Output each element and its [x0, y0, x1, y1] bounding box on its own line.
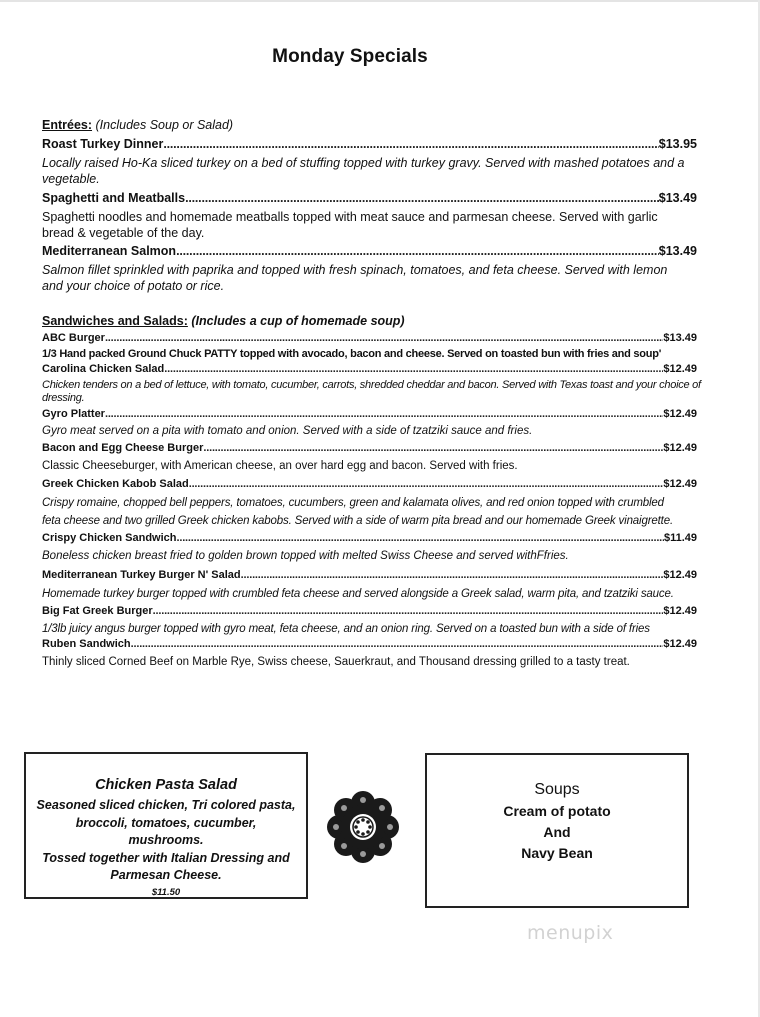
leader-dots	[176, 244, 659, 258]
item-name: Carolina Chicken Salad	[42, 363, 165, 375]
leader-dots	[189, 478, 664, 490]
item-description: Spaghetti noodles and homemade meatballs topped with meat sauce and parmesan cheese. Served with garlic bread & vegetable of the day.	[42, 210, 658, 240]
entrees-heading-note: (Includes Soup or Salad)	[95, 118, 234, 132]
leader-dots	[185, 191, 659, 205]
item-name: Mediterranean Turkey Burger N' Salad	[42, 569, 241, 581]
item-name: Roast Turkey Dinner	[42, 137, 164, 151]
item-price: $12.49	[663, 363, 697, 375]
item-price: $12.49	[663, 478, 697, 490]
item-description: Chicken tenders on a bed of lettuce, with tomato, cucumber, carrots, shredded cheddar and bacon. Served with Texas toast and your choice of dressing.	[42, 379, 701, 404]
item-name: Bacon and Egg Cheese Burger	[42, 442, 204, 454]
item-price: $13.49	[658, 244, 697, 258]
menu-item-mediterranean-salmon	[42, 244, 697, 260]
menu-item-mediterranean-turkey-burger	[42, 569, 697, 585]
entrees-heading-label: Entrées:	[42, 118, 93, 132]
item-name: Mediterranean Salmon	[42, 244, 177, 258]
leader-dots	[241, 569, 664, 581]
item-description: Locally raised Ho-Ka sliced turkey on a bed of stuffing topped with turkey gravy. Served with mashed potatoes and a vegetable.	[42, 156, 685, 186]
menu-item-roast-turkey	[42, 137, 697, 153]
box-line: Navy Bean	[521, 845, 593, 861]
menu-item-gyro-platter	[42, 408, 697, 424]
item-description: 1/3 Hand packed Ground Chuck PATTY topped with avocado, bacon and cheese. Served on toasted bun with fries and soup'	[42, 348, 662, 360]
item-name: Greek Chicken Kabob Salad	[42, 478, 189, 490]
item-price: $12.49	[663, 442, 697, 454]
sandwiches-heading	[42, 314, 405, 328]
leader-dots	[164, 363, 663, 375]
item-name: Spaghetti and Meatballs	[42, 191, 186, 205]
leader-dots	[163, 137, 658, 151]
item-price: $12.49	[663, 408, 697, 420]
item-price: $13.49	[663, 332, 697, 344]
box-price: $11.50	[151, 886, 181, 898]
item-description: Salmon fillet sprinkled with paprika and topped with fresh spinach, tomatoes, and feta cheese. Served with lemon and your choice of potato or rice.	[42, 263, 668, 293]
leader-dots	[105, 332, 663, 344]
item-description: Homemade turkey burger topped with crumbled feta cheese and served alongside a Greek salad, warm pita, and tzatziki sauce.	[42, 588, 674, 600]
page-top-edge	[0, 0, 760, 2]
leader-dots	[131, 638, 664, 650]
chicken-pasta-salad-box	[24, 752, 308, 899]
item-description: Crispy romaine, chopped bell peppers, tomatoes, cucumbers, green and kalamata olives, and red onion topped with crumbled feta cheese and two grilled Greek chicken kabobs. Served with a side of warm pita bread and our homemade Greek vinaigrette.	[42, 497, 674, 527]
entrees-heading	[42, 118, 233, 132]
box-line: mushrooms.	[128, 833, 204, 847]
box-line: Tossed together with Italian Dressing and	[42, 850, 290, 865]
item-price: $12.49	[663, 605, 697, 617]
floral-medallion-icon	[325, 789, 401, 865]
box-line: broccoli, tomatoes, cucumber,	[75, 815, 257, 830]
box-line: Cream of potato	[503, 803, 611, 819]
item-name: Crispy Chicken Sandwich	[42, 532, 177, 544]
menu-item-big-fat-greek-burger	[42, 605, 697, 621]
leader-dots	[203, 442, 663, 454]
item-description: 1/3lb juicy angus burger topped with gyro meat, feta cheese, and an onion ring. Served on a toasted bun with a side of fries	[42, 623, 650, 635]
menu-item-bacon-egg-cheese-burger	[42, 442, 697, 458]
leader-dots	[153, 605, 664, 617]
item-description: Classic Cheeseburger, with American cheese, an over hard egg and bacon. Served with fries.	[42, 460, 518, 472]
menu-item-crispy-chicken-sandwich	[42, 532, 697, 548]
item-description: Thinly sliced Corned Beef on Marble Rye, Swiss cheese, Sauerkraut, and Thousand dressing grilled to a tasty treat.	[42, 656, 630, 668]
sandwiches-heading-note: (Includes a cup of homemade soup)	[191, 314, 405, 328]
item-name: Ruben Sandwich	[42, 638, 131, 650]
box-line: Parmesan Cheese.	[110, 868, 222, 882]
box-line: Seasoned sliced chicken, Tri colored pasta,	[36, 798, 296, 812]
menupix-watermark: menupix	[527, 922, 614, 944]
box-line: And	[543, 824, 571, 840]
item-description: Gyro meat served on a pita with tomato and onion. Served with a side of tzatziki sauce and fries.	[42, 425, 533, 437]
item-name: Big Fat Greek Burger	[42, 605, 153, 617]
item-name: ABC Burger	[42, 332, 105, 344]
leader-dots	[176, 532, 663, 544]
menu-item-ruben-sandwich	[42, 638, 697, 654]
item-price: $13.49	[658, 191, 697, 205]
menu-item-spaghetti	[42, 191, 697, 207]
menu-item-carolina-chicken-salad	[42, 363, 697, 379]
sandwiches-heading-label: Sandwiches and Salads:	[42, 314, 188, 328]
item-price: $11.49	[663, 532, 697, 544]
soups-box	[425, 753, 689, 908]
item-price: $12.49	[663, 569, 697, 581]
menu-item-abc-burger	[42, 332, 697, 348]
menu-item-greek-chicken-kabob-salad	[42, 478, 697, 494]
item-description: Boneless chicken breast fried to golden brown topped with melted Swiss Cheese and served withFfries.	[42, 550, 569, 562]
item-price: $13.95	[658, 137, 697, 151]
item-price: $12.49	[663, 638, 697, 650]
page-title: Monday Specials	[272, 46, 428, 67]
box-title: Chicken Pasta Salad	[95, 777, 237, 793]
leader-dots	[105, 408, 663, 420]
item-name: Gyro Platter	[42, 408, 105, 420]
box-title: Soups	[534, 781, 580, 798]
